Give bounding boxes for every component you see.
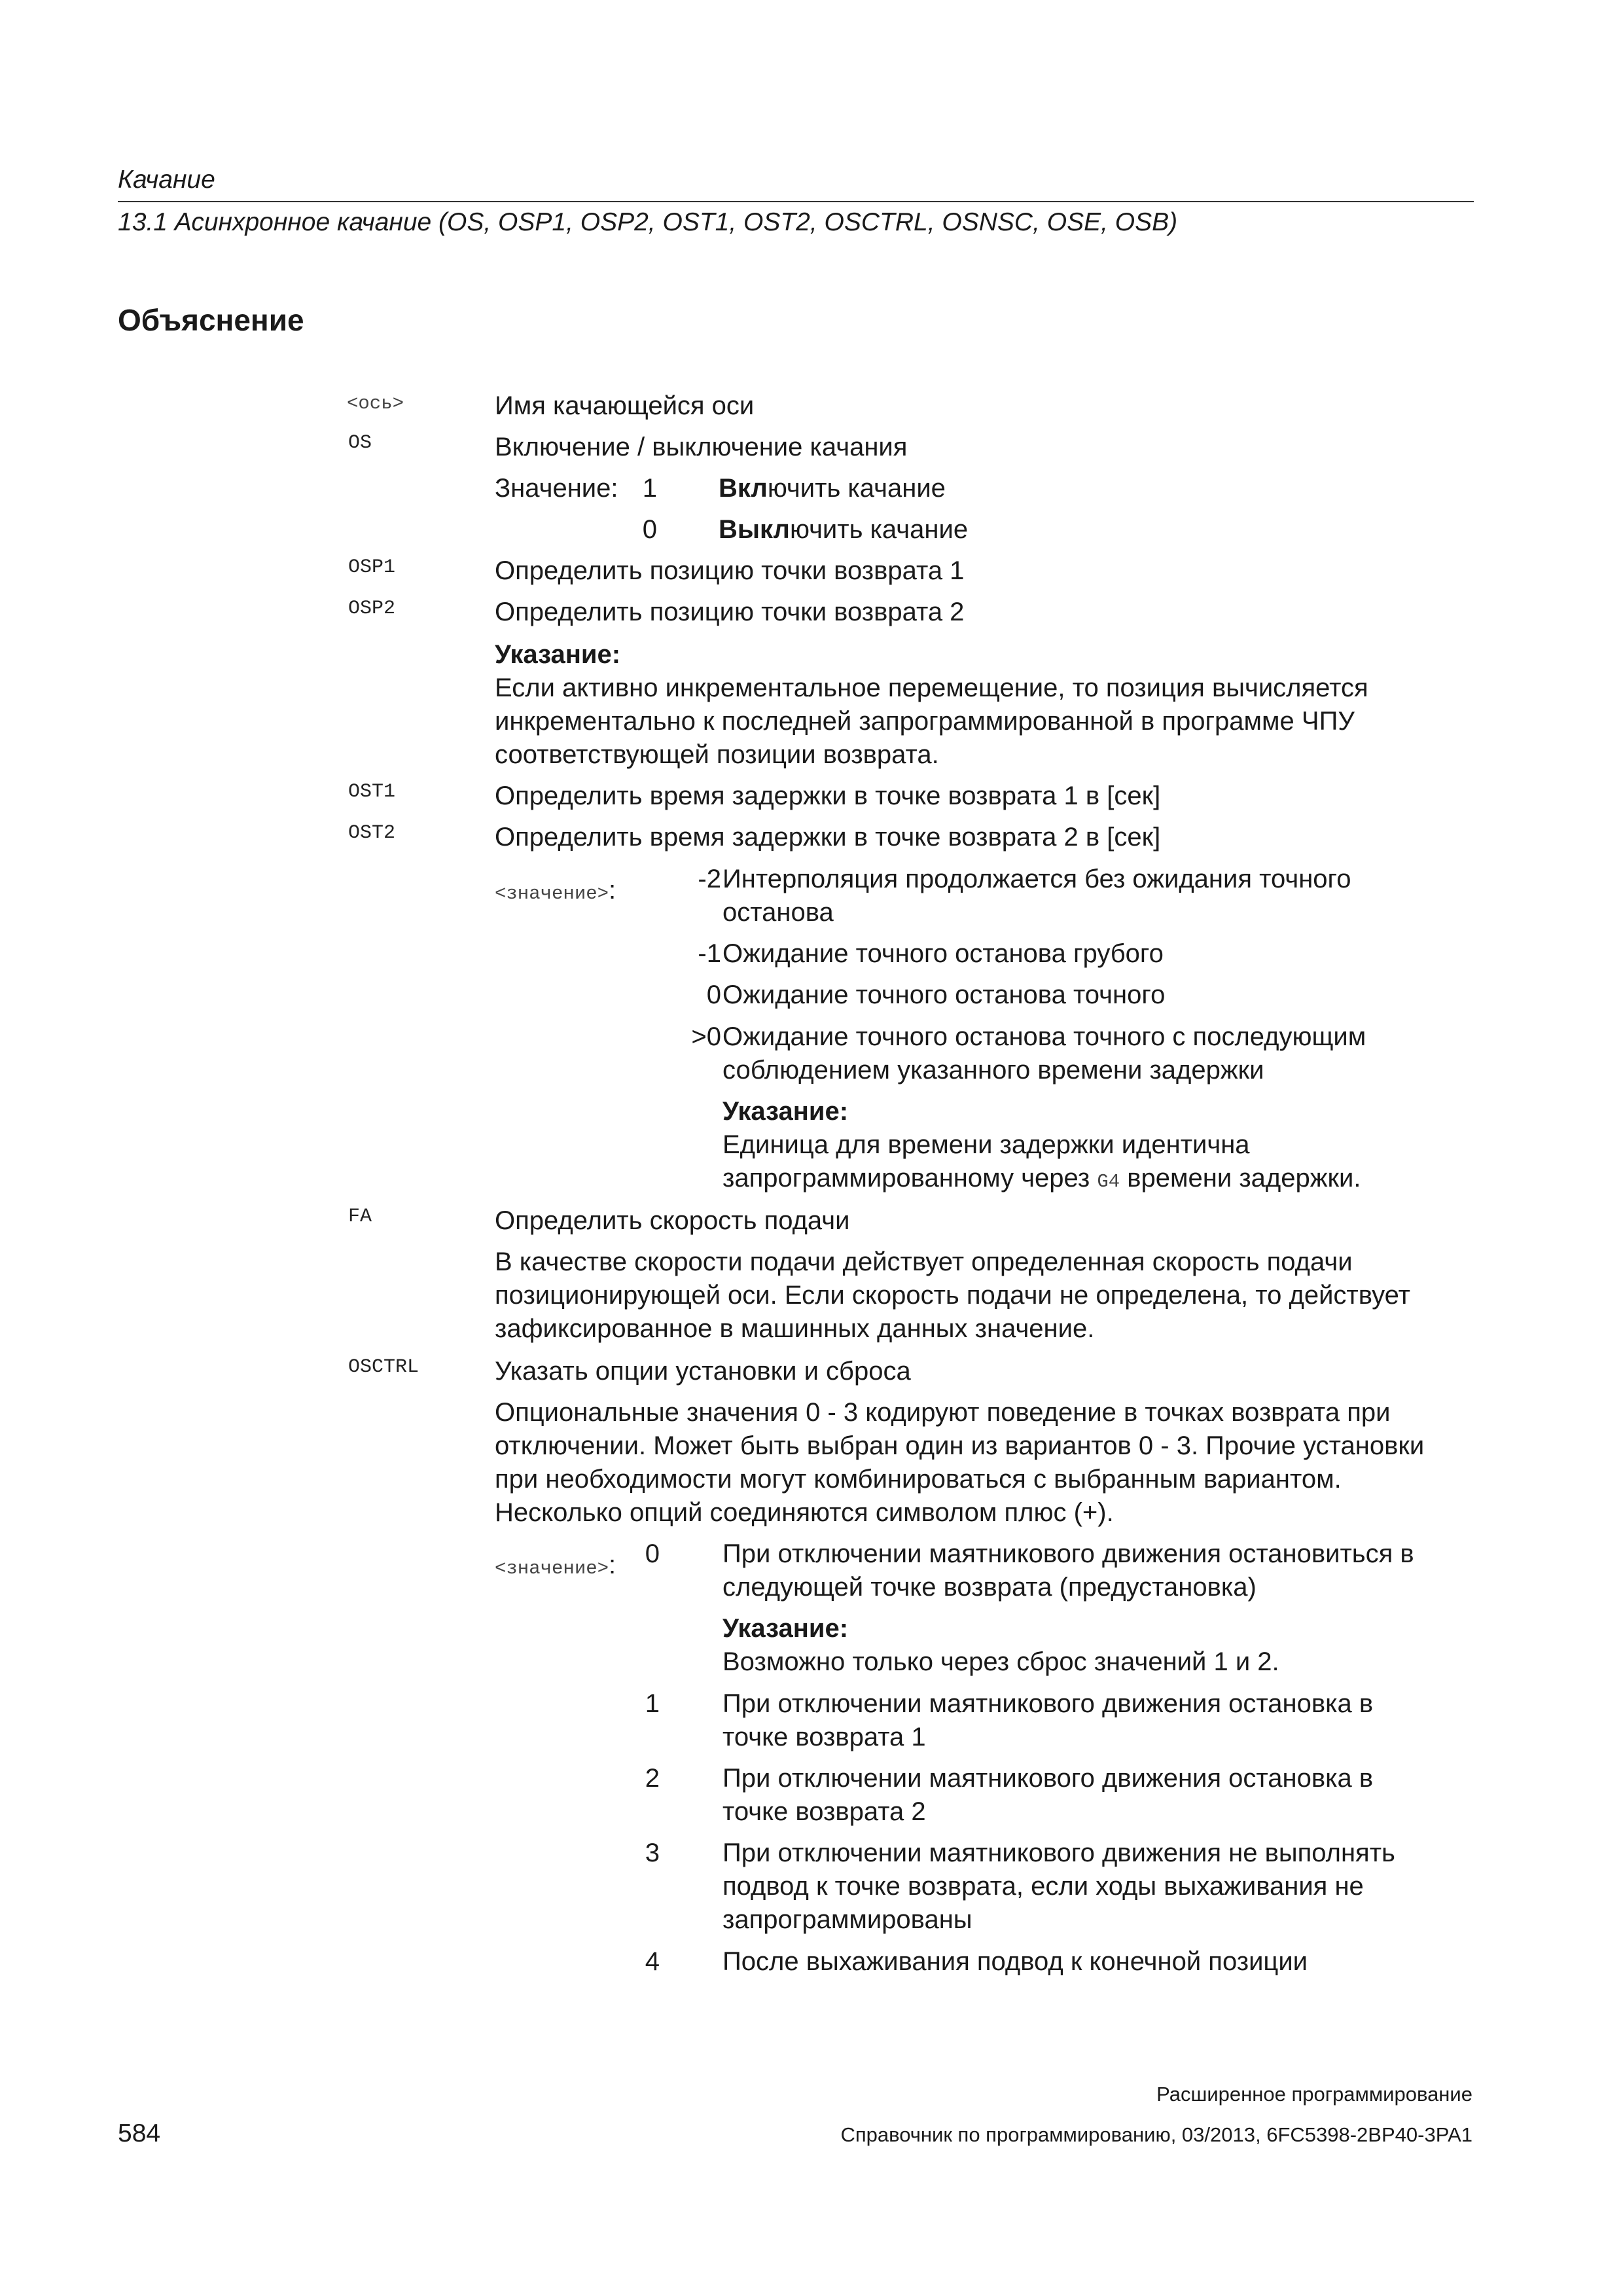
osctrl-value-text: точке возврата 2	[722, 1797, 926, 1826]
osp2-note-line: Если активно инкрементальное перемещение, то позиция вычисляется	[495, 673, 1368, 702]
os-value-1-num: 1	[642, 474, 657, 503]
header-rule	[118, 201, 1474, 202]
ost2-note-line: запрограммированному через G4 времени задержки.	[722, 1164, 1361, 1193]
param-osp1: OSP1	[348, 556, 396, 579]
param-ost2-desc: Определить время задержки в точке возврата 2 в [сек]	[495, 823, 1161, 852]
ost2-value-text: соблюдением указанного времени задержки	[722, 1056, 1264, 1085]
osp2-note-line: соответствующей позиции возврата.	[495, 740, 939, 769]
ost2-value-text: Интерполяция продолжается без ожидания точного	[722, 865, 1351, 893]
osctrl-line: при необходимости могут комбинироваться с выбранным вариантом.	[495, 1465, 1342, 1494]
subsection-header: 13.1 Асинхронное качание (OS, OSP1, OSP2, OST1, OST2, OSCTRL, OSNSC, OSE, OSB)	[118, 208, 1178, 236]
osctrl-line: отключении. Может быть выбран один из вариантов 0 - 3. Прочие установки	[495, 1431, 1425, 1460]
ost2-note-title: Указание:	[722, 1097, 849, 1126]
footer-book-title: Расширенное программирование	[1156, 2083, 1472, 2106]
osctrl-line: Несколько опций соединяются символом плюс (+).	[495, 1498, 1114, 1527]
param-os-desc: Включение / выключение качания	[495, 433, 908, 461]
ost2-note-line: Единица для времени задержки идентична	[722, 1130, 1250, 1159]
osctrl-value-text: При отключении маятникового движения остановка в	[722, 1764, 1374, 1793]
osctrl-note-title: Указание:	[722, 1614, 849, 1643]
param-ost2: OST2	[348, 822, 396, 844]
fa-line: позиционирующей оси. Если скорость подачи не определена, то действует	[495, 1281, 1410, 1310]
param-os: OS	[348, 432, 372, 454]
footer-reference: Справочник по программированию, 03/2013, 6FC5398-2BP40-3PA1	[840, 2123, 1472, 2146]
fa-line: В качестве скорости подачи действует определенная скорость подачи	[495, 1247, 1353, 1276]
ost2-value-num: >0	[691, 1022, 721, 1051]
osctrl-value-text: При отключении маятникового движения не выполнять	[722, 1839, 1395, 1867]
section-header: Качание	[118, 166, 215, 194]
param-osp1-desc: Определить позицию точки возврата 1	[495, 556, 965, 585]
ost2-value-text: Ожидание точного останова точного	[722, 980, 1166, 1009]
os-value-label: Значение:	[495, 474, 618, 503]
os-value-0-text: Выключить качание	[719, 515, 969, 544]
param-osctrl: OSCTRL	[348, 1356, 419, 1378]
osp2-note-title: Указание:	[495, 640, 621, 669]
osctrl-value-text: запрограммированы	[722, 1905, 972, 1934]
osctrl-value-text: При отключении маятникового движения остановка в	[722, 1689, 1374, 1718]
osp2-note-line: инкрементально к последней запрограммированной в программе ЧПУ	[495, 707, 1355, 736]
osctrl-value-num: 4	[645, 1947, 660, 1976]
page-number: 584	[118, 2119, 161, 2147]
osctrl-value-text: подвод к точке возврата, если ходы выхаживания не	[722, 1872, 1364, 1901]
param-axis: <ось>	[347, 393, 404, 414]
osctrl-value-text: точке возврата 1	[722, 1723, 926, 1751]
ost2-value-text: останова	[722, 898, 834, 927]
param-osp2-desc: Определить позицию точки возврата 2	[495, 598, 965, 626]
ost2-value-num: -1	[698, 939, 721, 968]
ost2-value-tag: <значение>:	[495, 876, 616, 905]
explanation-heading: Объяснение	[118, 303, 304, 337]
osctrl-value-text: После выхаживания подвод к конечной позиции	[722, 1947, 1308, 1976]
param-fa: FA	[348, 1206, 372, 1228]
osctrl-note-text: Возможно только через сброс значений 1 и 2.	[722, 1647, 1279, 1676]
param-osctrl-desc: Указать опции установки и сброса	[495, 1357, 911, 1386]
param-ost1: OST1	[348, 781, 396, 803]
osctrl-value-tag: <значение>:	[495, 1551, 616, 1579]
param-axis-desc: Имя качающейся оси	[495, 391, 755, 420]
param-fa-desc: Определить скорость подачи	[495, 1206, 850, 1235]
os-value-1-text: Включить качание	[719, 474, 946, 503]
osctrl-value-num: 1	[645, 1689, 660, 1718]
osctrl-value-text: следующей точке возврата (предустановка)	[722, 1573, 1257, 1602]
osctrl-value-text: При отключении маятникового движения остановиться в	[722, 1539, 1414, 1568]
osctrl-value-num: 0	[645, 1539, 660, 1568]
ost2-value-num: 0	[706, 980, 721, 1009]
param-osp2: OSP2	[348, 598, 396, 620]
os-value-0-num: 0	[642, 515, 657, 544]
g4-code: G4	[1097, 1171, 1120, 1193]
ost2-value-text: Ожидание точного останова грубого	[722, 939, 1164, 968]
ost2-value-num: -2	[698, 865, 721, 893]
osctrl-line: Опциональные значения 0 - 3 кодируют поведение в точках возврата при	[495, 1398, 1391, 1427]
osctrl-value-num: 2	[645, 1764, 660, 1793]
fa-line: зафиксированное в машинных данных значение.	[495, 1314, 1095, 1343]
ost2-value-text: Ожидание точного останова точного с последующим	[722, 1022, 1366, 1051]
osctrl-value-num: 3	[645, 1839, 660, 1867]
param-ost1-desc: Определить время задержки в точке возврата 1 в [сек]	[495, 781, 1161, 810]
